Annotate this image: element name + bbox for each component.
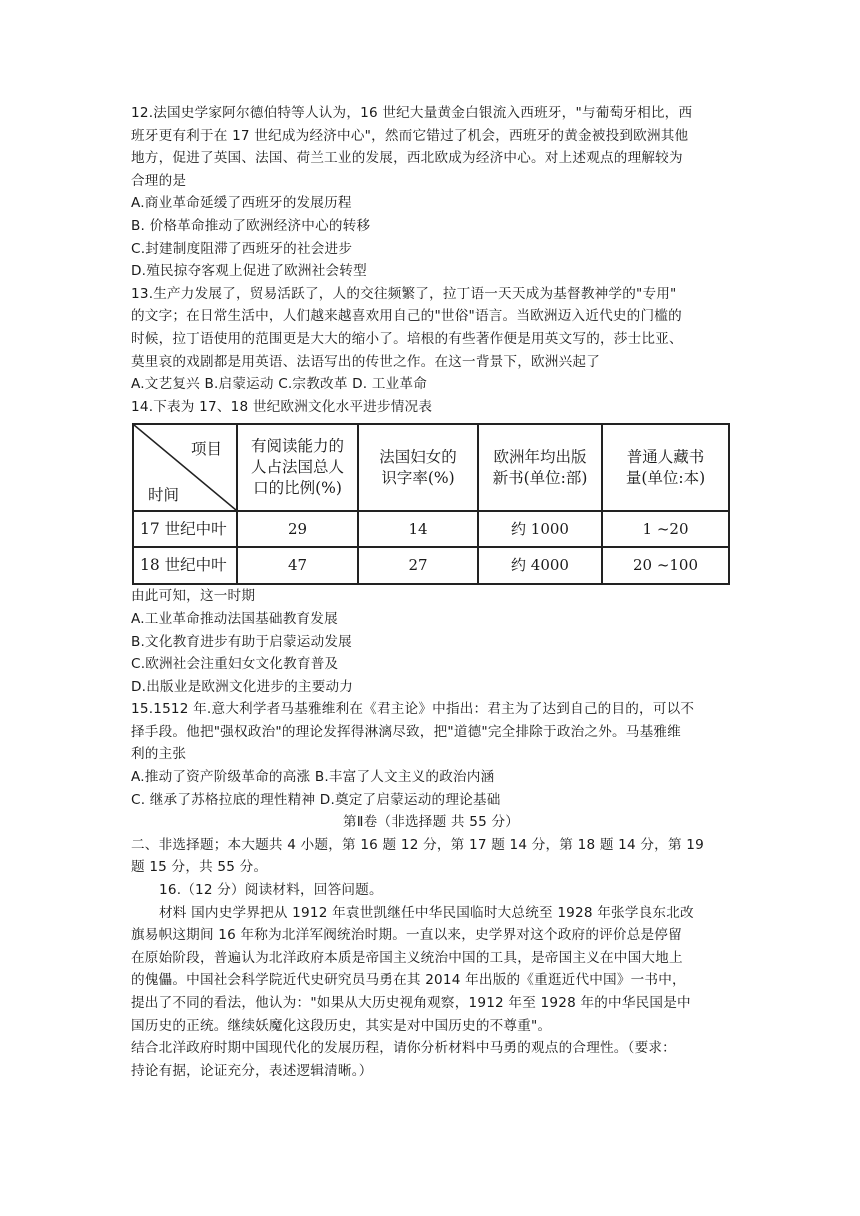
question-14-option-c: C.欧洲社会注重妇女文化教育普及 — [131, 656, 339, 673]
question-15-stem-line: 15.1512 年.意大利学者马基雅维利在《君主论》中指出：君主为了达到自己的目的，可以不 — [131, 701, 695, 718]
part-two-intro-line: 二、非选择题；本大题共 4 小题，第 16 题 12 分，第 17 题 14 分，第 18 题 14 分，第 19 — [131, 836, 704, 853]
table-header-cell — [237, 424, 358, 511]
question-16-task-line: 持论有据，论证充分，表述逻辑清晰。） — [131, 1062, 373, 1079]
table-header-cell — [602, 424, 729, 511]
question-12-option-c: C.封建制度阻滞了西班牙的社会进步 — [131, 240, 353, 257]
header-line: 有阅读能力的 — [250, 437, 344, 456]
question-16-material-line: 材料 国内史学界把从 1912 年袁世凯继任中华民国临时大总统至 1928 年张学良东北改 — [159, 904, 694, 921]
question-14-option-d: D.出版业是欧洲文化进步的主要动力 — [131, 678, 354, 695]
question-14 — [131, 396, 731, 699]
question-14-option-a: A.工业革命推动法国基础教育发展 — [131, 610, 338, 627]
question-13-options: A.文艺复兴 B.启蒙运动 C.宗教改革 D. 工业革命 — [131, 376, 428, 393]
table-cell: 14 — [358, 511, 478, 547]
question-14-followup: 由此可知，这一时期 — [131, 588, 256, 605]
question-16-material-line: 的傀儡。中国社会科学院近代史研究员马勇在其 2014 年出版的《重逛近代中国》一书中， — [131, 972, 686, 989]
part-two-title: 第Ⅱ卷（非选择题 共 55 分） — [342, 814, 520, 831]
question-13 — [131, 283, 731, 396]
table-header-cell — [358, 424, 478, 511]
table-header-cell — [478, 424, 602, 511]
question-16-material-line: 国历史的正统。继续妖魔化这段历史，其实是对中国历史的不尊重"。 — [131, 1017, 552, 1034]
question-16-material-line: 在原始阶段，普遍认为北洋政府本质是帝国主义统治中国的工具，是帝国主义在中国大地上 — [131, 949, 683, 966]
question-15 — [131, 698, 731, 811]
part-two-intro-line: 题 15 分，共 55 分。 — [131, 859, 268, 876]
question-13-stem-line: 莫里哀的戏剧都是用英语、法语写出的传世之作。在这一背景下，欧洲兴起了 — [131, 353, 600, 370]
question-12-stem-line: 12.法国史学家阿尔德伯特等人认为，16 世纪大量黄金白银流入西班牙，"与葡萄牙相比，西 — [131, 105, 693, 121]
question-12-option-a: A.商业革命延缓了西班牙的发展历程 — [131, 195, 352, 212]
table-cell: 约 4000 — [478, 547, 602, 584]
question-16-material-line: 旗易帜这期间 16 年称为北洋军阀统治时期。一直以来，史学界对这个政府的评价总是停留 — [131, 927, 682, 944]
question-15-options-cd: C. 继承了苏格拉底的理性精神 D.奠定了启蒙运动的理论基础 — [131, 791, 501, 808]
header-line: 法国妇女的 — [379, 447, 457, 466]
corner-label-item: 项目 — [190, 440, 222, 459]
table-cell: 1 ~20 — [602, 511, 729, 547]
part-two — [131, 811, 731, 879]
table-row — [133, 547, 729, 584]
table-row — [133, 511, 729, 547]
question-16-task-line: 结合北洋政府时期中国现代化的发展历程，请你分析材料中马勇的观点的合理性。（要求： — [131, 1040, 676, 1057]
question-13-stem-line: 时候，拉丁语使用的范围更是大大的缩小了。培根的有些著作便是用英文写的，莎士比亚、 — [131, 330, 683, 347]
header-line: 普通人藏书 — [626, 447, 705, 466]
table-cell: 约 1000 — [478, 511, 602, 547]
table-cell: 27 — [358, 547, 478, 584]
header-line: 量(单位:本) — [625, 468, 706, 487]
question-16-head: 16.（12 分）阅读材料，回答问题。 — [159, 882, 383, 899]
question-12-stem-line: 班牙更有利于在 17 世纪成为经济中心"，然而它错过了机会，西班牙的黄金被投到欧洲其他 — [131, 127, 689, 144]
question-15-stem-line: 利的主张 — [131, 746, 187, 763]
question-12-option-d: D.殖民掠夺客观上促进了欧洲社会转型 — [131, 263, 367, 280]
culture-table — [132, 423, 730, 585]
culture-progress-table — [132, 423, 728, 583]
question-13-stem-line: 的文字；在日常生活中，人们越来越喜欢用自己的"世俗"语言。当欧洲迈入近代史的门槛的 — [131, 308, 682, 325]
table-row-label: 18 世纪中叶 — [133, 547, 237, 584]
table-corner-cell — [133, 424, 237, 511]
exam-page — [131, 102, 731, 1082]
header-line: 口的比例(%) — [253, 479, 342, 498]
table-cell: 20 ~100 — [602, 547, 729, 584]
header-line: 新书(单位:部) — [492, 468, 588, 487]
question-16 — [131, 879, 731, 1082]
question-12-stem-line: 合理的是 — [131, 172, 187, 189]
question-14-stem: 14.下表为 17、18 世纪欧洲文化水平进步情况表 — [131, 398, 433, 415]
table-row-label: 17 世纪中叶 — [133, 511, 237, 547]
question-13-stem-line: 13.生产力发展了，贸易活跃了，人的交往频繁了，拉丁语一天天成为基督教神学的"专用" — [131, 285, 677, 302]
question-12-stem-line: 地方，促进了英国、法国、荷兰工业的发展，西北欧成为经济中心。对上述观点的理解较为 — [131, 150, 683, 167]
question-15-stem-line: 择手段。他把"强权政治"的理论发挥得淋漓尽致，把"道德"完全排除于政治之外。马基雅维 — [131, 723, 681, 740]
table-cell: 47 — [237, 547, 358, 584]
header-line: 欧洲年均出版 — [493, 447, 587, 466]
table-header-row — [133, 424, 729, 511]
question-12 — [131, 102, 731, 283]
header-line: 人占法国总人 — [250, 458, 344, 477]
corner-label-time: 时间 — [148, 486, 180, 505]
header-line: 识字率(%) — [381, 468, 455, 487]
question-14-option-b: B.文化教育进步有助于启蒙运动发展 — [131, 633, 352, 650]
question-15-options-ab: A.推动了资产阶级革命的高涨 B.丰富了人文主义的政治内涵 — [131, 769, 495, 786]
table-cell: 29 — [237, 511, 358, 547]
question-16-material-line: 提出了不同的看法，他认为："如果从大历史视角观察，1912 年至 1928 年的中华民国是中 — [131, 995, 691, 1011]
question-12-option-b: B. 价格革命推动了欧洲经济中心的转移 — [131, 217, 371, 234]
